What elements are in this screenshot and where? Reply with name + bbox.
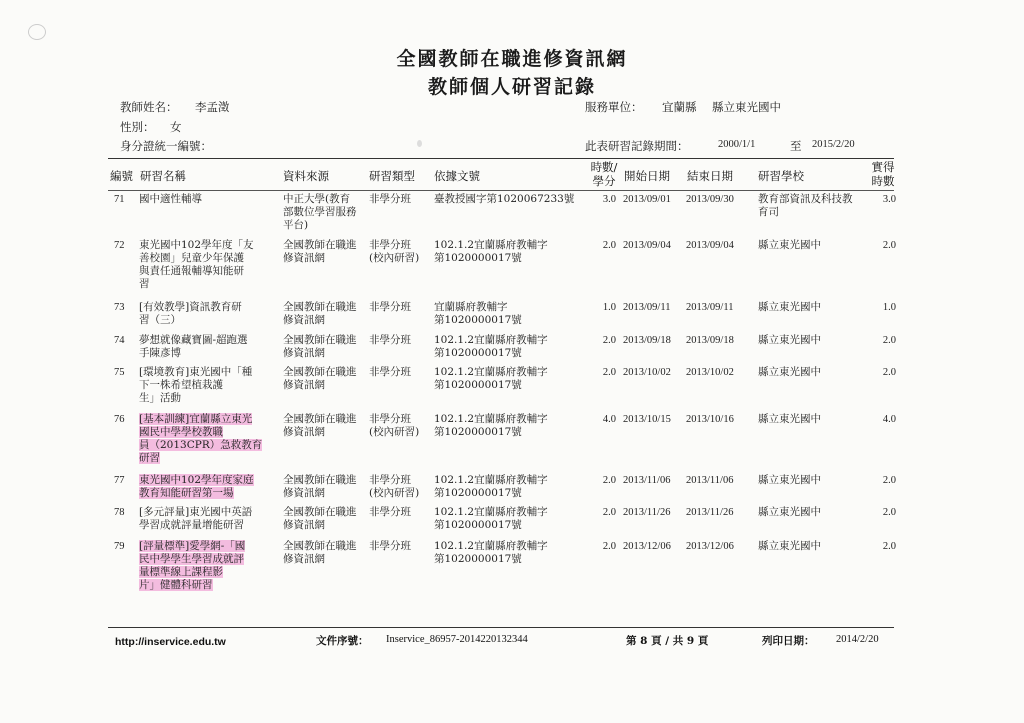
cell-no	[114, 413, 134, 426]
cell-source	[283, 540, 367, 566]
col-header-actual: 實得 時數	[871, 160, 895, 188]
cell-end	[686, 474, 752, 487]
period-to: 至	[790, 139, 802, 153]
cell-school-line: 縣立東光國中	[758, 413, 821, 425]
col-header-basis: 依據文號	[434, 169, 480, 183]
cell-name	[139, 506, 269, 532]
cell-end-line: 2013/09/30	[686, 194, 734, 205]
cell-type	[369, 506, 431, 519]
cell-school-line: 教育部資訊及科技教	[758, 193, 853, 205]
cell-basis-line: 第1020000017號	[434, 426, 522, 438]
cell-end	[686, 413, 752, 426]
cell-no-line: 77	[114, 475, 125, 486]
cell-basis-line: 102.1.2宜蘭縣府教輔字	[434, 413, 548, 425]
cell-basis-line: 102.1.2宜蘭縣府教輔字	[434, 506, 548, 518]
cell-name-line: 學習成就評量增能研習	[139, 519, 244, 531]
cell-no	[114, 506, 134, 519]
highlighter-mark: 量標準線上課程影	[139, 566, 223, 578]
col-header-hours: 時數/ 學分	[590, 160, 618, 188]
header-top-rule	[108, 158, 894, 159]
cell-name-line	[139, 439, 269, 452]
service-county: 宜蘭縣	[662, 100, 697, 114]
cell-school-line: 縣立東光國中	[758, 239, 821, 251]
cell-basis-line: 第1020000017號	[434, 487, 522, 499]
cell-type	[369, 366, 431, 379]
cell-name-line	[139, 426, 269, 439]
cell-start-line: 2013/09/01	[623, 194, 671, 205]
cell-school	[758, 366, 868, 379]
cell-type-line: 非學分班	[369, 474, 411, 486]
cell-hours	[590, 474, 616, 487]
footer-page-number: 第 8 頁 / 共 9 頁	[626, 635, 709, 647]
cell-start-line: 2013/09/18	[623, 335, 671, 346]
cell-school	[758, 301, 868, 314]
cell-type-line: 非學分班	[369, 506, 411, 518]
cell-name	[139, 239, 269, 291]
cell-name-line: [多元評量]東光國中英語	[139, 506, 253, 518]
cell-end-line: 2013/11/06	[686, 475, 734, 486]
cell-name	[139, 334, 269, 360]
cell-no-line: 78	[114, 507, 125, 518]
cell-school-line: 縣立東光國中	[758, 334, 821, 346]
cell-hours-line: 2.0	[602, 541, 616, 552]
cell-actual	[872, 474, 896, 487]
cell-actual	[872, 193, 896, 206]
cell-type	[369, 193, 431, 206]
cell-hours	[590, 413, 616, 426]
cell-school-line: 縣立東光國中	[758, 540, 821, 552]
cell-actual-line: 4.0	[882, 414, 896, 425]
cell-type	[369, 474, 431, 500]
col-header-school: 研習學校	[758, 169, 804, 183]
cell-end	[686, 334, 752, 347]
cell-source	[283, 239, 367, 265]
cell-no-line: 75	[114, 367, 125, 378]
cell-end	[686, 366, 752, 379]
cell-basis	[434, 540, 584, 566]
cell-basis-line: 102.1.2宜蘭縣府教輔字	[434, 334, 548, 346]
cell-name-line	[139, 487, 269, 500]
cell-name-line	[139, 566, 269, 579]
cell-no	[114, 301, 134, 314]
cell-actual	[872, 506, 896, 519]
cell-start	[623, 193, 685, 206]
cell-basis	[434, 366, 584, 392]
cell-basis	[434, 193, 584, 206]
col-header-name: 研習名稱	[140, 169, 186, 183]
cell-name	[139, 366, 269, 405]
cell-hours-line: 2.0	[602, 240, 616, 251]
cell-source-line: 全國教師在職進	[283, 540, 357, 552]
cell-basis-line: 第1020000017號	[434, 252, 522, 264]
highlighter-mark: 東光國中102學年度家庭	[139, 474, 254, 486]
cell-source	[283, 366, 367, 392]
cell-basis	[434, 239, 584, 265]
cell-end	[686, 239, 752, 252]
highlighter-mark: [基本訓練]宜蘭縣立東光	[139, 413, 253, 425]
cell-name-line: 善校園」兒童少年保護	[139, 252, 244, 264]
cell-start	[623, 301, 685, 314]
cell-name-line: 習（三）	[139, 314, 181, 326]
highlighter-mark: 民中學學生學習成就評	[139, 553, 244, 565]
cell-hours-line: 3.0	[602, 194, 616, 205]
highlighter-mark: [評量標準]愛學網-「國	[139, 540, 246, 552]
cell-hours	[590, 506, 616, 519]
cell-name-line: 東光國中102學年度「友	[139, 239, 254, 251]
col-header-no: 編號	[110, 169, 133, 183]
cell-type-line: 非學分班	[369, 301, 411, 313]
cell-end	[686, 193, 752, 206]
cell-no-line: 72	[114, 240, 125, 251]
cell-source-line: 修資訊網	[283, 487, 325, 499]
cell-actual	[872, 334, 896, 347]
header-bottom-rule	[108, 190, 894, 191]
cell-name-line	[139, 474, 269, 487]
cell-source-line: 全國教師在職進	[283, 334, 357, 346]
id-label: 身分證統一編號：	[120, 139, 212, 153]
cell-name-line: 生」活動	[139, 392, 181, 404]
cell-basis	[434, 413, 584, 439]
cell-hours	[590, 334, 616, 347]
highlighter-mark: 教育知能研習第一場	[139, 487, 234, 499]
cell-school-line: 縣立東光國中	[758, 474, 821, 486]
cell-name-line: [環境教育]東光國中「種	[139, 366, 253, 378]
cell-basis-line: 宜蘭縣府教輔字	[434, 301, 508, 313]
cell-name	[139, 413, 269, 465]
cell-hours-line: 4.0	[602, 414, 616, 425]
footer-print-label: 列印日期：	[762, 635, 815, 647]
cell-no	[114, 474, 134, 487]
cell-source-line: 平台)	[283, 219, 309, 231]
cell-source-line: 修資訊網	[283, 519, 325, 531]
cell-actual	[872, 413, 896, 426]
cell-name	[139, 193, 269, 206]
teacher-label: 教師姓名：	[120, 100, 178, 114]
footer-rule	[108, 627, 894, 628]
cell-school-line: 縣立東光國中	[758, 506, 821, 518]
cell-actual-line: 2.0	[882, 240, 896, 251]
cell-start	[623, 239, 685, 252]
cell-source-line: 修資訊網	[283, 347, 325, 359]
cell-type	[369, 301, 431, 314]
highlighter-mark: 員（2013CPR）急救教育	[139, 439, 263, 451]
cell-source-line: 全國教師在職進	[283, 474, 357, 486]
cell-source	[283, 474, 367, 500]
cell-basis-line: 102.1.2宜蘭縣府教輔字	[434, 540, 548, 552]
highlighter-mark: 研習	[139, 452, 160, 464]
cell-start-line: 2013/10/15	[623, 414, 671, 425]
col-header-type: 研習類型	[369, 169, 415, 183]
cell-name-line	[139, 553, 269, 566]
cell-actual-line: 1.0	[882, 302, 896, 313]
cell-basis-line: 102.1.2宜蘭縣府教輔字	[434, 474, 548, 486]
cell-end	[686, 506, 752, 519]
cell-type-line: (校內研習)	[369, 487, 420, 499]
cell-start	[623, 413, 685, 426]
service-label: 服務單位：	[585, 100, 643, 114]
period-end: 2015/2/20	[812, 139, 855, 150]
cell-name-line: 下一株希望植栽護	[139, 379, 223, 391]
cell-name-line: 與責任通報輔導知能研	[139, 265, 244, 277]
cell-no-line: 79	[114, 541, 125, 552]
highlighter-mark: 片」健體科研習	[139, 579, 213, 591]
gender-label: 性別：	[120, 120, 155, 134]
cell-source-line: 全國教師在職進	[283, 506, 357, 518]
col-header-end: 結束日期	[687, 169, 733, 183]
cell-basis	[434, 334, 584, 360]
cell-name	[139, 540, 269, 592]
cell-actual-line: 2.0	[882, 367, 896, 378]
period-label: 此表研習記錄期間：	[585, 139, 689, 153]
cell-end	[686, 540, 752, 553]
cell-school-line: 育司	[758, 206, 779, 218]
cell-end-line: 2013/09/11	[686, 302, 734, 313]
cell-school	[758, 239, 868, 252]
cell-end-line: 2013/09/18	[686, 335, 734, 346]
cell-actual-line: 2.0	[882, 335, 896, 346]
cell-start-line: 2013/11/26	[623, 507, 671, 518]
cell-name-line	[139, 452, 269, 465]
cell-type-line: 非學分班	[369, 334, 411, 346]
cell-no	[114, 366, 134, 379]
footer-serial-label: 文件序號：	[316, 635, 369, 647]
cell-basis	[434, 301, 584, 327]
cell-source-line: 修資訊網	[283, 252, 325, 264]
cell-basis	[434, 474, 584, 500]
cell-end-line: 2013/10/02	[686, 367, 734, 378]
cell-actual	[872, 301, 896, 314]
cell-source	[283, 193, 367, 232]
cell-basis-line: 臺教授國字第1020067233號	[434, 193, 575, 205]
cell-actual	[872, 366, 896, 379]
cell-no	[114, 239, 134, 252]
cell-source	[283, 413, 367, 439]
cell-type	[369, 239, 431, 265]
col-header-source: 資料來源	[283, 169, 329, 183]
cell-end-line: 2013/09/04	[686, 240, 734, 251]
cell-name-line: 國中適性輔導	[139, 193, 202, 205]
cell-actual	[872, 239, 896, 252]
cell-hours-line: 2.0	[602, 367, 616, 378]
cell-basis	[434, 506, 584, 532]
col-header-start: 開始日期	[624, 169, 670, 183]
cell-type-line: 非學分班	[369, 366, 411, 378]
cell-source-line: 修資訊網	[283, 553, 325, 565]
cell-school	[758, 413, 868, 426]
cell-name-line: 手陳彥博	[139, 347, 181, 359]
gender-value: 女	[170, 120, 182, 134]
cell-name-line: 夢想就像藏寶圖-超跑選	[139, 334, 248, 346]
cell-source-line: 全國教師在職進	[283, 301, 357, 313]
cell-source-line: 修資訊網	[283, 379, 325, 391]
cell-hours-line: 2.0	[602, 475, 616, 486]
footer-print-date: 2014/2/20	[836, 634, 879, 645]
cell-type	[369, 413, 431, 439]
cell-school	[758, 474, 868, 487]
cell-end-line: 2013/11/26	[686, 507, 734, 518]
cell-hours	[590, 540, 616, 553]
cell-school	[758, 334, 868, 347]
cell-source-line: 修資訊網	[283, 426, 325, 438]
cell-no	[114, 193, 134, 206]
cell-no-line: 71	[114, 194, 125, 205]
cell-actual-line: 2.0	[882, 541, 896, 552]
scan-smudge	[417, 140, 422, 147]
cell-source	[283, 506, 367, 532]
cell-type-line: 非學分班	[369, 540, 411, 552]
cell-start	[623, 540, 685, 553]
cell-name-line	[139, 413, 269, 426]
cell-source-line: 中正大學(教育	[283, 193, 351, 205]
teacher-name: 李孟澂	[195, 100, 230, 114]
cell-no	[114, 540, 134, 553]
cell-hours-line: 2.0	[602, 335, 616, 346]
cell-hours	[590, 301, 616, 314]
cell-start-line: 2013/11/06	[623, 475, 671, 486]
cell-basis-line: 第1020000017號	[434, 519, 522, 531]
cell-hours-line: 2.0	[602, 507, 616, 518]
cell-start	[623, 366, 685, 379]
cell-type-line: (校內研習)	[369, 252, 420, 264]
cell-school	[758, 506, 868, 519]
cell-source	[283, 301, 367, 327]
cell-no-line: 74	[114, 335, 125, 346]
cell-school	[758, 193, 868, 219]
cell-actual-line: 3.0	[882, 194, 896, 205]
cell-school-line: 縣立東光國中	[758, 301, 821, 313]
cell-basis-line: 第1020000017號	[434, 314, 522, 326]
cell-school-line: 縣立東光國中	[758, 366, 821, 378]
cell-hours	[590, 366, 616, 379]
cell-basis-line: 102.1.2宜蘭縣府教輔字	[434, 239, 548, 251]
cell-type-line: (校內研習)	[369, 426, 420, 438]
cell-end-line: 2013/10/16	[686, 414, 734, 425]
cell-name-line: 習	[139, 278, 150, 290]
cell-source	[283, 334, 367, 360]
cell-end-line: 2013/12/06	[686, 541, 734, 552]
cell-hours	[590, 239, 616, 252]
cell-end	[686, 301, 752, 314]
service-school: 縣立東光國中	[712, 100, 781, 114]
cell-start-line: 2013/10/02	[623, 367, 671, 378]
cell-name-line: [有效教學]資訊教育研	[139, 301, 242, 313]
cell-type-line: 非學分班	[369, 239, 411, 251]
cell-actual-line: 2.0	[882, 507, 896, 518]
cell-name	[139, 301, 269, 327]
cell-name	[139, 474, 269, 500]
cell-actual	[872, 540, 896, 553]
cell-school	[758, 540, 868, 553]
page-subtitle: 教師個人研習記錄	[427, 76, 596, 98]
cell-start	[623, 474, 685, 487]
cell-name-line	[139, 540, 269, 553]
cell-basis-line: 第1020000017號	[434, 553, 522, 565]
page-title: 全國教師在職進修資訊網	[396, 48, 628, 70]
cell-source-line: 全國教師在職進	[283, 366, 357, 378]
period-start: 2000/1/1	[718, 139, 756, 150]
highlighter-mark: 國民中學學校教職	[139, 426, 223, 438]
cell-start-line: 2013/09/04	[623, 240, 671, 251]
cell-hours-line: 1.0	[602, 302, 616, 313]
cell-basis-line: 102.1.2宜蘭縣府教輔字	[434, 366, 548, 378]
footer-url[interactable]: http://inservice.edu.tw	[115, 636, 226, 648]
cell-source-line: 部數位學習服務	[283, 206, 357, 218]
cell-basis-line: 第1020000017號	[434, 379, 522, 391]
cell-type	[369, 540, 431, 553]
cell-start	[623, 506, 685, 519]
cell-actual-line: 2.0	[882, 475, 896, 486]
cell-start-line: 2013/12/06	[623, 541, 671, 552]
cell-basis-line: 第1020000017號	[434, 347, 522, 359]
cell-type-line: 非學分班	[369, 413, 411, 425]
cell-no-line: 76	[114, 414, 125, 425]
scan-smudge	[28, 24, 46, 40]
cell-no	[114, 334, 134, 347]
cell-type-line: 非學分班	[369, 193, 411, 205]
cell-source-line: 修資訊網	[283, 314, 325, 326]
cell-no-line: 73	[114, 302, 125, 313]
cell-hours	[590, 193, 616, 206]
cell-source-line: 全國教師在職進	[283, 239, 357, 251]
cell-name-line	[139, 579, 269, 592]
footer-serial: Inservice_86957-2014220132344	[386, 634, 528, 645]
cell-start	[623, 334, 685, 347]
cell-type	[369, 334, 431, 347]
cell-start-line: 2013/09/11	[623, 302, 671, 313]
cell-source-line: 全國教師在職進	[283, 413, 357, 425]
